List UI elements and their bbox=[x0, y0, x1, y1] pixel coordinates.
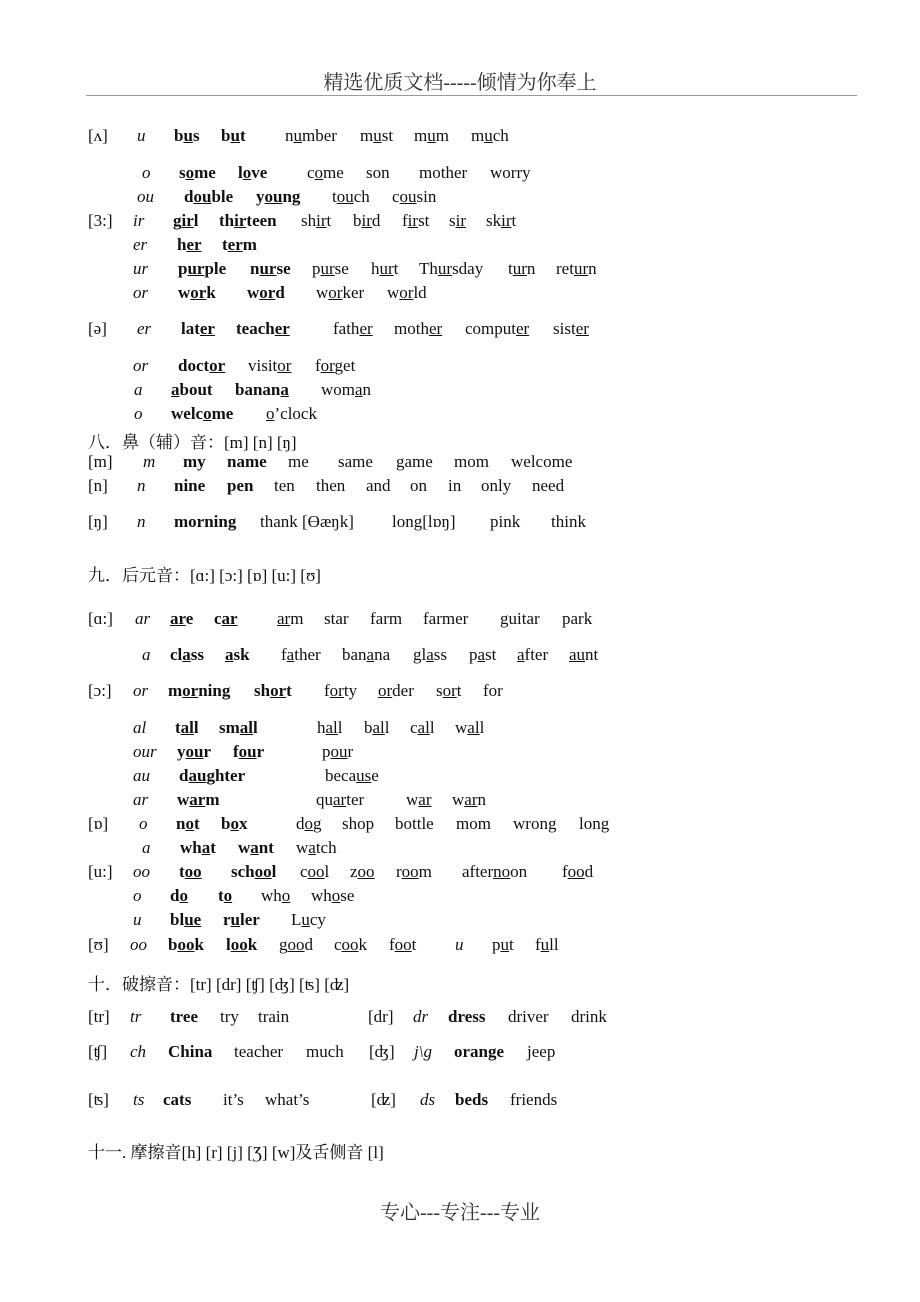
phoneme-label: [ʧ] bbox=[88, 1042, 108, 1061]
example-word: zoo bbox=[350, 862, 375, 881]
example-word: because bbox=[325, 766, 379, 785]
example-word: world bbox=[387, 283, 427, 302]
example-word: full bbox=[535, 935, 559, 954]
example-word: morning bbox=[168, 681, 231, 700]
example-word: friends bbox=[510, 1090, 558, 1109]
spelling-pattern: o bbox=[142, 163, 151, 182]
example-word: warn bbox=[452, 790, 486, 809]
example-word: Lucy bbox=[291, 910, 326, 929]
example-word: car bbox=[214, 609, 238, 628]
example-word: orange bbox=[454, 1042, 505, 1061]
example-word: turn bbox=[508, 259, 536, 278]
example-word: drink bbox=[571, 1007, 607, 1026]
example-word: driver bbox=[508, 1007, 549, 1026]
example-word: past bbox=[469, 645, 497, 664]
example-word: call bbox=[410, 718, 435, 737]
example-word: beds bbox=[455, 1090, 489, 1109]
spelling-pattern: j\g bbox=[414, 1042, 432, 1061]
example-word: China bbox=[168, 1042, 213, 1061]
example-word: me bbox=[288, 452, 309, 471]
phonics-row bbox=[0, 319, 920, 341]
example-word: mother bbox=[419, 163, 468, 182]
example-word: what bbox=[180, 838, 216, 857]
phoneme-label: [tr] bbox=[88, 1007, 110, 1026]
phoneme-label: [ʦ] bbox=[88, 1090, 109, 1109]
phonics-row bbox=[0, 1007, 920, 1029]
example-word: touch bbox=[332, 187, 370, 206]
example-word: much bbox=[306, 1042, 344, 1061]
example-word: book bbox=[168, 935, 204, 954]
example-word: need bbox=[532, 476, 565, 495]
example-word: and bbox=[366, 476, 391, 495]
phoneme-label: [u:] bbox=[88, 862, 113, 881]
example-word: woman bbox=[321, 380, 372, 399]
example-word: visitor bbox=[248, 356, 292, 375]
example-word: food bbox=[562, 862, 594, 881]
example-word: train bbox=[258, 1007, 290, 1026]
example-word: only bbox=[481, 476, 512, 495]
example-word: do bbox=[170, 886, 188, 905]
example-word: bus bbox=[174, 126, 200, 145]
section-heading: 八．鼻（辅）音：[m] [n] [ŋ] bbox=[88, 433, 297, 452]
spelling-pattern: or bbox=[133, 681, 149, 700]
page-footer: 专心---专注---专业 bbox=[380, 1202, 540, 1224]
example-word: same bbox=[338, 452, 373, 471]
example-word: jeep bbox=[527, 1042, 556, 1061]
example-word: teacher bbox=[234, 1042, 284, 1061]
phonics-row bbox=[0, 476, 920, 498]
phonics-row bbox=[0, 681, 920, 703]
spelling-pattern: ou bbox=[137, 187, 154, 206]
phonics-row bbox=[0, 452, 920, 474]
phonics-row bbox=[0, 126, 920, 148]
example-word: cats bbox=[163, 1090, 192, 1109]
example-word: to bbox=[218, 886, 233, 905]
phoneme-label: [ə] bbox=[88, 319, 107, 338]
example-word: small bbox=[219, 718, 258, 737]
spelling-pattern: ur bbox=[133, 259, 149, 278]
example-word: teacher bbox=[236, 319, 290, 338]
example-word: thirteen bbox=[219, 211, 277, 230]
phoneme-label: [ɒ] bbox=[88, 814, 109, 833]
example-word: what’s bbox=[265, 1090, 310, 1109]
example-word: later bbox=[181, 319, 215, 338]
example-word: pen bbox=[227, 476, 254, 495]
example-word: thank [Ɵæŋk] bbox=[260, 512, 354, 531]
example-word: first bbox=[402, 211, 430, 230]
phonics-row bbox=[0, 910, 920, 932]
example-word: return bbox=[556, 259, 597, 278]
spelling-pattern: a bbox=[142, 645, 151, 664]
spelling-pattern: er bbox=[137, 319, 152, 338]
example-word: class bbox=[170, 645, 205, 664]
example-word: young bbox=[256, 187, 301, 206]
spelling-pattern: ar bbox=[133, 790, 149, 809]
phoneme-label: [ʌ] bbox=[88, 126, 108, 145]
spelling-pattern: er bbox=[133, 235, 148, 254]
example-word: quarter bbox=[316, 790, 365, 809]
example-word: cook bbox=[334, 935, 368, 954]
spelling-pattern: u bbox=[133, 910, 142, 929]
example-word: ball bbox=[364, 718, 390, 737]
section-heading: 十一. 摩擦音[h] [r] [j] [Ʒ] [w]及舌侧音 [l] bbox=[88, 1143, 384, 1162]
phonics-row bbox=[0, 814, 920, 836]
example-word: morning bbox=[174, 512, 237, 531]
example-word: girl bbox=[173, 211, 199, 230]
example-word: doctor bbox=[178, 356, 226, 375]
example-word: ruler bbox=[223, 910, 260, 929]
phonics-row bbox=[0, 380, 920, 402]
example-word: sir bbox=[449, 211, 467, 230]
phoneme-label: [ɑ:] bbox=[88, 609, 113, 628]
example-word: war bbox=[406, 790, 432, 809]
spelling-pattern: tr bbox=[130, 1007, 142, 1026]
spelling-pattern: ch bbox=[130, 1042, 147, 1061]
example-word: farmer bbox=[423, 609, 469, 628]
example-word: guitar bbox=[500, 609, 540, 628]
example-word: son bbox=[366, 163, 390, 182]
example-word: not bbox=[176, 814, 200, 833]
example-word: dress bbox=[448, 1007, 486, 1026]
section-heading: 十．破擦音：[tr] [dr] [ʧ] [ʤ] [ʦ] [ʣ] bbox=[88, 975, 350, 994]
example-word: on bbox=[410, 476, 427, 495]
example-word: then bbox=[316, 476, 346, 495]
example-word: ask bbox=[225, 645, 250, 664]
example-word: glass bbox=[413, 645, 448, 664]
spelling-pattern: a bbox=[142, 838, 151, 857]
example-word: welcome bbox=[171, 404, 234, 423]
example-word: word bbox=[247, 283, 285, 302]
example-word: some bbox=[179, 163, 216, 182]
example-word: put bbox=[492, 935, 514, 954]
example-word: after bbox=[517, 645, 549, 664]
example-word: number bbox=[285, 126, 337, 145]
example-word: bird bbox=[353, 211, 381, 230]
spelling-pattern: n bbox=[137, 512, 146, 531]
phoneme-label: [ŋ] bbox=[88, 512, 108, 531]
example-word: o’clock bbox=[266, 404, 317, 423]
spelling-pattern: u bbox=[455, 935, 464, 954]
spelling-pattern: ds bbox=[420, 1090, 436, 1109]
example-word: ten bbox=[274, 476, 295, 495]
example-word: purple bbox=[178, 259, 227, 278]
example-word: nine bbox=[174, 476, 206, 495]
phonics-row bbox=[0, 609, 920, 631]
example-word: blue bbox=[170, 910, 202, 929]
spelling-pattern: dr bbox=[413, 1007, 429, 1026]
example-word: who bbox=[261, 886, 291, 905]
spelling-pattern: oo bbox=[130, 935, 147, 954]
example-word: are bbox=[170, 609, 194, 628]
example-word: school bbox=[231, 862, 277, 881]
section-heading: 九．后元音：[ɑ:] [ɔ:] [ɒ] [u:] [ʊ] bbox=[88, 566, 321, 585]
example-word: banana bbox=[342, 645, 391, 664]
example-word: purse bbox=[312, 259, 349, 278]
example-word: [dr] bbox=[368, 1007, 394, 1026]
example-word: name bbox=[227, 452, 267, 471]
phoneme-label: [ʊ] bbox=[88, 935, 109, 954]
example-word: come bbox=[307, 163, 344, 182]
example-word: short bbox=[254, 681, 292, 700]
phonics-row bbox=[0, 356, 920, 378]
example-word: bottle bbox=[395, 814, 434, 833]
example-word: much bbox=[471, 126, 509, 145]
example-word: afternoon bbox=[462, 862, 528, 881]
example-word: long[lɒŋ] bbox=[392, 512, 456, 531]
phonics-row bbox=[0, 718, 920, 740]
example-word: cousin bbox=[392, 187, 437, 206]
example-word: my bbox=[183, 452, 206, 471]
example-word: [ʤ] bbox=[369, 1042, 395, 1061]
example-word: tall bbox=[175, 718, 199, 737]
example-word: sort bbox=[436, 681, 462, 700]
example-word: sister bbox=[553, 319, 589, 338]
example-word: tree bbox=[170, 1007, 198, 1026]
example-word: must bbox=[360, 126, 394, 145]
example-word: term bbox=[222, 235, 257, 254]
spelling-pattern: au bbox=[133, 766, 150, 785]
spelling-pattern: o bbox=[139, 814, 148, 833]
phonics-row bbox=[0, 645, 920, 667]
spelling-pattern: ir bbox=[133, 211, 145, 230]
example-word: want bbox=[238, 838, 274, 857]
example-word: warm bbox=[177, 790, 220, 809]
spelling-pattern: al bbox=[133, 718, 147, 737]
example-word: pour bbox=[322, 742, 354, 761]
example-word: cool bbox=[300, 862, 330, 881]
spelling-pattern: ar bbox=[135, 609, 151, 628]
example-word: [ʣ] bbox=[371, 1090, 396, 1109]
example-word: nurse bbox=[250, 259, 291, 278]
example-word: watch bbox=[296, 838, 337, 857]
example-word: daughter bbox=[179, 766, 246, 785]
phonics-row bbox=[0, 766, 920, 788]
example-word: mom bbox=[454, 452, 489, 471]
example-word: hall bbox=[317, 718, 343, 737]
example-word: park bbox=[562, 609, 593, 628]
phonics-row bbox=[0, 1090, 920, 1112]
phonics-row bbox=[0, 235, 920, 257]
phonics-row bbox=[0, 211, 920, 233]
example-word: about bbox=[171, 380, 213, 399]
example-word: it’s bbox=[223, 1090, 244, 1109]
example-word: welcome bbox=[511, 452, 573, 471]
phonics-row bbox=[0, 163, 920, 185]
example-word: worry bbox=[490, 163, 531, 182]
example-word: try bbox=[220, 1007, 239, 1026]
phonics-row bbox=[0, 512, 920, 534]
example-word: foot bbox=[389, 935, 417, 954]
example-word: love bbox=[238, 163, 268, 182]
example-word: but bbox=[221, 126, 246, 145]
example-word: wall bbox=[455, 718, 485, 737]
spelling-pattern: u bbox=[137, 126, 146, 145]
phoneme-label: [ɔ:] bbox=[88, 681, 112, 700]
example-word: star bbox=[324, 609, 349, 628]
example-word: too bbox=[179, 862, 202, 881]
example-word: look bbox=[226, 935, 258, 954]
phonics-row bbox=[0, 283, 920, 305]
phonics-row bbox=[0, 1042, 920, 1064]
phonics-row bbox=[0, 187, 920, 209]
phonics-row bbox=[0, 838, 920, 860]
example-word: game bbox=[396, 452, 433, 471]
example-word: order bbox=[378, 681, 414, 700]
spelling-pattern: m bbox=[143, 452, 156, 471]
example-word: for bbox=[483, 681, 503, 700]
example-word: forty bbox=[324, 681, 358, 700]
spelling-pattern: o bbox=[133, 886, 142, 905]
example-word: pink bbox=[490, 512, 521, 531]
example-word: good bbox=[279, 935, 313, 954]
example-word: Thursday bbox=[419, 259, 484, 278]
phoneme-label: [3:] bbox=[88, 211, 113, 230]
spelling-pattern: our bbox=[133, 742, 157, 761]
example-word: computer bbox=[465, 319, 530, 338]
example-word: hurt bbox=[371, 259, 399, 278]
example-word: your bbox=[177, 742, 212, 761]
example-word: farm bbox=[370, 609, 403, 628]
example-word: father bbox=[333, 319, 373, 338]
example-word: double bbox=[184, 187, 234, 206]
example-word: mom bbox=[456, 814, 491, 833]
spelling-pattern: ts bbox=[133, 1090, 145, 1109]
example-word: forget bbox=[315, 356, 356, 375]
spelling-pattern: or bbox=[133, 356, 149, 375]
spelling-pattern: o bbox=[134, 404, 143, 423]
phonics-row bbox=[0, 259, 920, 281]
example-word: mum bbox=[414, 126, 449, 145]
example-word: whose bbox=[311, 886, 355, 905]
phonics-row bbox=[0, 935, 920, 957]
page-header: 精选优质文档-----倾情为你奉上 bbox=[323, 72, 597, 94]
example-word: wrong bbox=[513, 814, 557, 833]
spelling-pattern: or bbox=[133, 283, 149, 302]
spelling-pattern: n bbox=[137, 476, 146, 495]
example-word: her bbox=[177, 235, 202, 254]
example-word: father bbox=[281, 645, 321, 664]
header-rule bbox=[86, 95, 857, 96]
example-word: shop bbox=[342, 814, 375, 833]
example-word: dog bbox=[296, 814, 322, 833]
phonics-row bbox=[0, 886, 920, 908]
example-word: four bbox=[233, 742, 265, 761]
spelling-pattern: oo bbox=[133, 862, 150, 881]
example-word: skirt bbox=[486, 211, 517, 230]
example-word: mother bbox=[394, 319, 443, 338]
example-word: banana bbox=[235, 380, 289, 399]
example-word: work bbox=[178, 283, 216, 302]
example-word: box bbox=[221, 814, 248, 833]
example-word: shirt bbox=[301, 211, 332, 230]
example-word: long bbox=[579, 814, 610, 833]
example-word: in bbox=[448, 476, 462, 495]
example-word: worker bbox=[316, 283, 365, 302]
example-word: room bbox=[396, 862, 432, 881]
phonics-row bbox=[0, 742, 920, 764]
phonics-row bbox=[0, 790, 920, 812]
phoneme-label: [n] bbox=[88, 476, 108, 495]
example-word: arm bbox=[277, 609, 304, 628]
example-word: think bbox=[551, 512, 586, 531]
phoneme-label: [m] bbox=[88, 452, 113, 471]
phonics-row bbox=[0, 404, 920, 426]
phonics-row bbox=[0, 862, 920, 884]
example-word: aunt bbox=[569, 645, 599, 664]
spelling-pattern: a bbox=[134, 380, 143, 399]
